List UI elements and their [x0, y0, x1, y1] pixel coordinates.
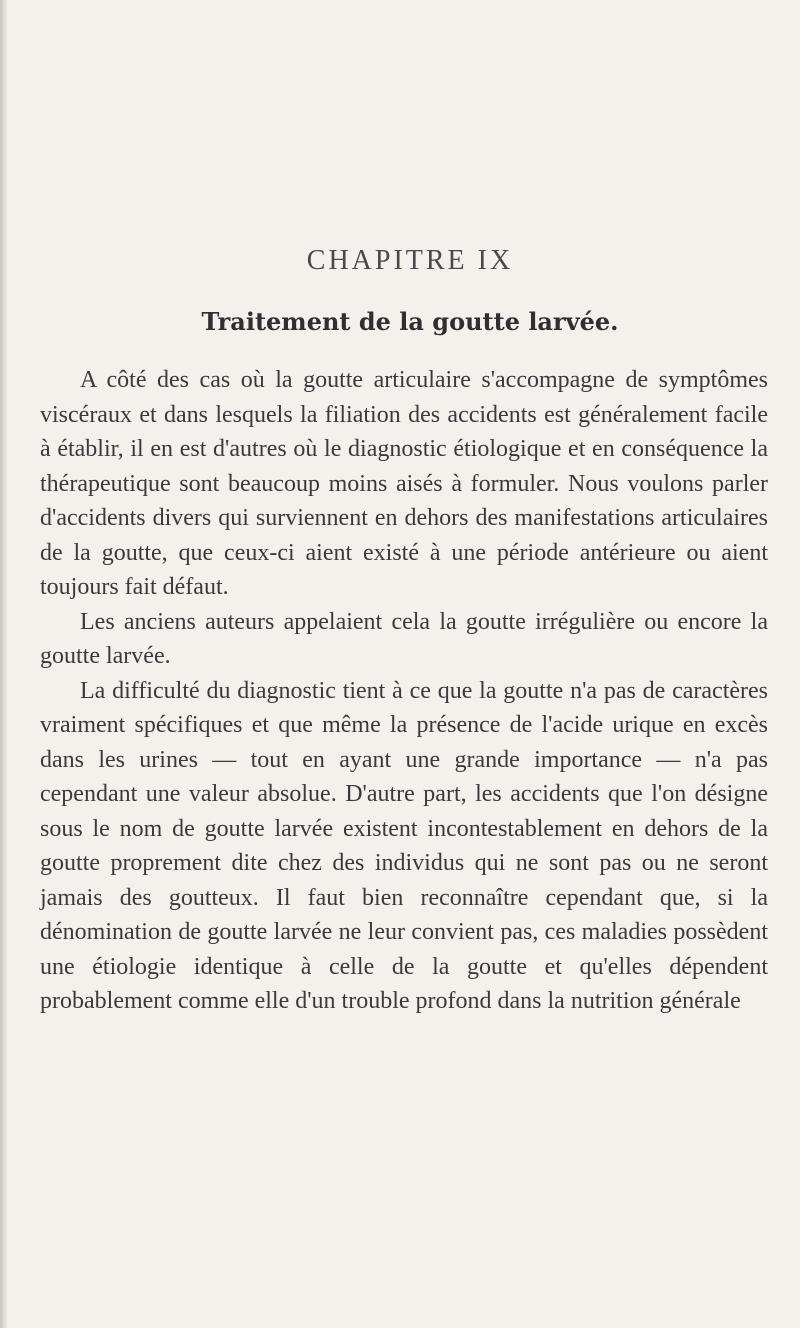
paragraph-1: A côté des cas où la goutte articulaire s'accompagne de symptômes viscéraux et dans lesquels la filiation des accidents est généralement facile à établir, il en est d'autres où le diagnostic étiologique et en conséquence la thérapeutique sont beaucoup moins aisés à formuler. Nous voulons parler d'accidents divers qui surviennent en dehors des manifestations articulaires de la goutte, que ceux-ci aient existé à une période antérieure ou aient toujours fait défaut. [40, 367, 768, 600]
body-text [40, 363, 768, 1019]
paragraph-3: La difficulté du diagnostic tient à ce que la goutte n'a pas de caractères vraiment spécifiques et que même la présence de l'acide urique en excès dans les urines — tout en ayant une grande importance — n'a pas cependant une valeur absolue. D'autre part, les accidents que l'on désigne sous le nom de goutte larvée existent incontestablement en dehors de la goutte proprement dite chez des individus qui ne sont pas ou ne seront jamais des goutteux. Il faut bien reconnaître cependant que, si la dénomination de goutte larvée ne leur convient pas, ces maladies possèdent une étiologie identique à celle de la goutte et qu'elles dépendent probablement comme elle d'un trouble profond dans la nutrition générale [40, 677, 768, 1014]
chapter-heading: CHAPITRE IX [306, 245, 514, 276]
section-title: Traitement de la goutte larvée. [201, 307, 619, 336]
paragraph-2: Les anciens auteurs appelaient cela la goutte irrégulière ou encore la goutte larvée. [40, 608, 768, 669]
page-binding-edge [0, 0, 7, 1328]
book-page [40, 0, 780, 1328]
